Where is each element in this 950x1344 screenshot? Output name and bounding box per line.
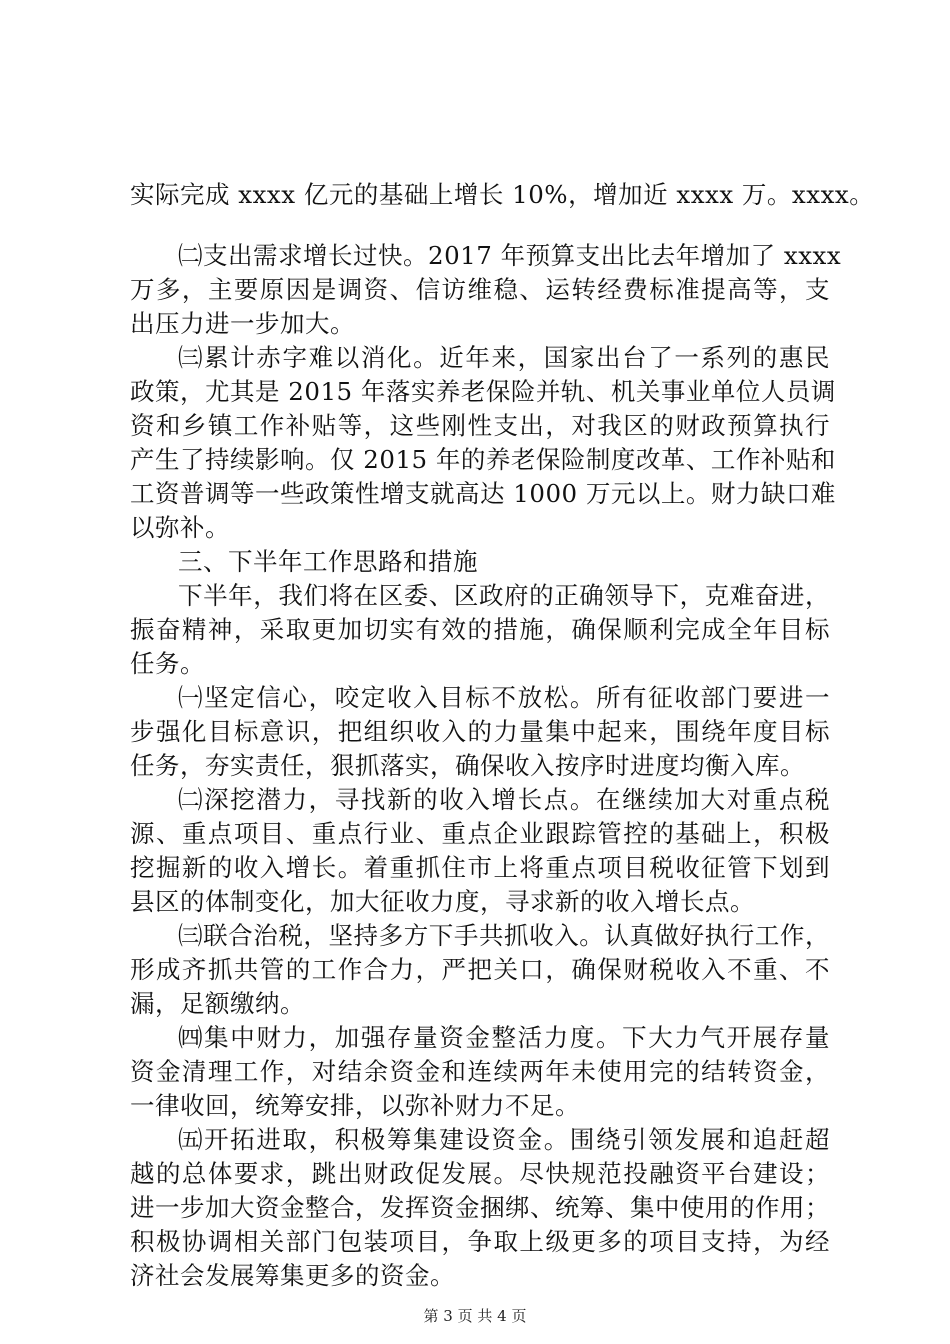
paragraph-8-line-1: ㈤开拓进取，积极筹集建设资金。围绕引领发展和追赶超 <box>178 1125 830 1154</box>
paragraph-1-line-2: 万多，主要原因是调资、信访维稳、运转经费标准提高等，支 <box>130 275 830 304</box>
paragraph-3-line-1: 下半年，我们将在区委、区政府的正确领导下，克难奋进， <box>178 581 830 610</box>
paragraph-5-line-3: 挖掘新的收入增长。着重抓住市上将重点项目税收征管下划到 <box>130 853 830 882</box>
paragraph-5-line-2: 源、重点项目、重点行业、重点企业跟踪管控的基础上，积极 <box>130 819 830 848</box>
paragraph-5-line-1: ㈡深挖潜力，寻找新的收入增长点。在继续加大对重点税 <box>178 785 830 814</box>
paragraph-7-line-3: 一律收回，统筹安排，以弥补财力不足。 <box>130 1091 580 1120</box>
paragraph-8-line-4: 积极协调相关部门包装项目，争取上级更多的项目支持，为经 <box>130 1227 830 1256</box>
paragraph-7-line-1: ㈣集中财力，加强存量资金整活力度。下大力气开展存量 <box>178 1023 830 1052</box>
paragraph-6-line-1: ㈢联合治税，坚持多方下手共抓收入。认真做好执行工作， <box>178 921 830 950</box>
paragraph-8-line-5: 济社会发展筹集更多的资金。 <box>130 1261 455 1290</box>
paragraph-4-line-3: 任务，夯实责任，狠抓落实，确保收入按序时进度均衡入库。 <box>130 751 805 780</box>
paragraph-4-line-2: 步强化目标意识，把组织收入的力量集中起来，围绕年度目标 <box>130 717 830 746</box>
paragraph-6-line-2: 形成齐抓共管的工作合力，严把关口，确保财税收入不重、不 <box>130 955 830 984</box>
paragraph-2-line-5: 工资普调等一些政策性增支就高达 1000 万元以上。财力缺口难 <box>130 479 836 508</box>
paragraph-8-line-2: 越的总体要求，跳出财政促发展。尽快规范投融资平台建设； <box>130 1159 830 1188</box>
paragraph-3-line-3: 任务。 <box>130 649 205 678</box>
paragraph-0-line-1: 实际完成 xxxx 亿元的基础上增长 10%，增加近 xxxx 万。xxxx。 <box>130 180 875 209</box>
section-heading: 三、下半年工作思路和措施 <box>178 547 478 576</box>
paragraph-4-line-1: ㈠坚定信心，咬定收入目标不放松。所有征收部门要进一 <box>178 683 830 712</box>
paragraph-1-line-1: ㈡支出需求增长过快。2017 年预算支出比去年增加了 xxxx <box>178 241 842 270</box>
paragraph-2-line-6: 以弥补。 <box>130 513 230 542</box>
paragraph-2-line-1: ㈢累计赤字难以消化。近年来，国家出台了一系列的惠民 <box>178 343 830 372</box>
paragraph-8-line-3: 进一步加大资金整合，发挥资金捆绑、统筹、集中使用的作用； <box>130 1193 830 1222</box>
paragraph-3-line-2: 振奋精神，采取更加切实有效的措施，确保顺利完成全年目标 <box>130 615 830 644</box>
paragraph-2-line-3: 资和乡镇工作补贴等，这些刚性支出，对我区的财政预算执行 <box>130 411 830 440</box>
paragraph-2-line-2: 政策，尤其是 2015 年落实养老保险并轨、机关事业单位人员调 <box>130 377 836 406</box>
paragraph-7-line-2: 资金清理工作，对结余资金和连续两年未使用完的结转资金， <box>130 1057 830 1086</box>
paragraph-2-line-4: 产生了持续影响。仅 2015 年的养老保险制度改革、工作补贴和 <box>130 445 836 474</box>
paragraph-5-line-4: 县区的体制变化，加大征收力度，寻求新的收入增长点。 <box>130 887 755 916</box>
page-footer: 第 3 页 共 4 页 <box>423 1307 527 1325</box>
paragraph-1-line-3: 出压力进一步加大。 <box>130 309 355 338</box>
paragraph-6-line-3: 漏，足额缴纳。 <box>130 989 305 1018</box>
